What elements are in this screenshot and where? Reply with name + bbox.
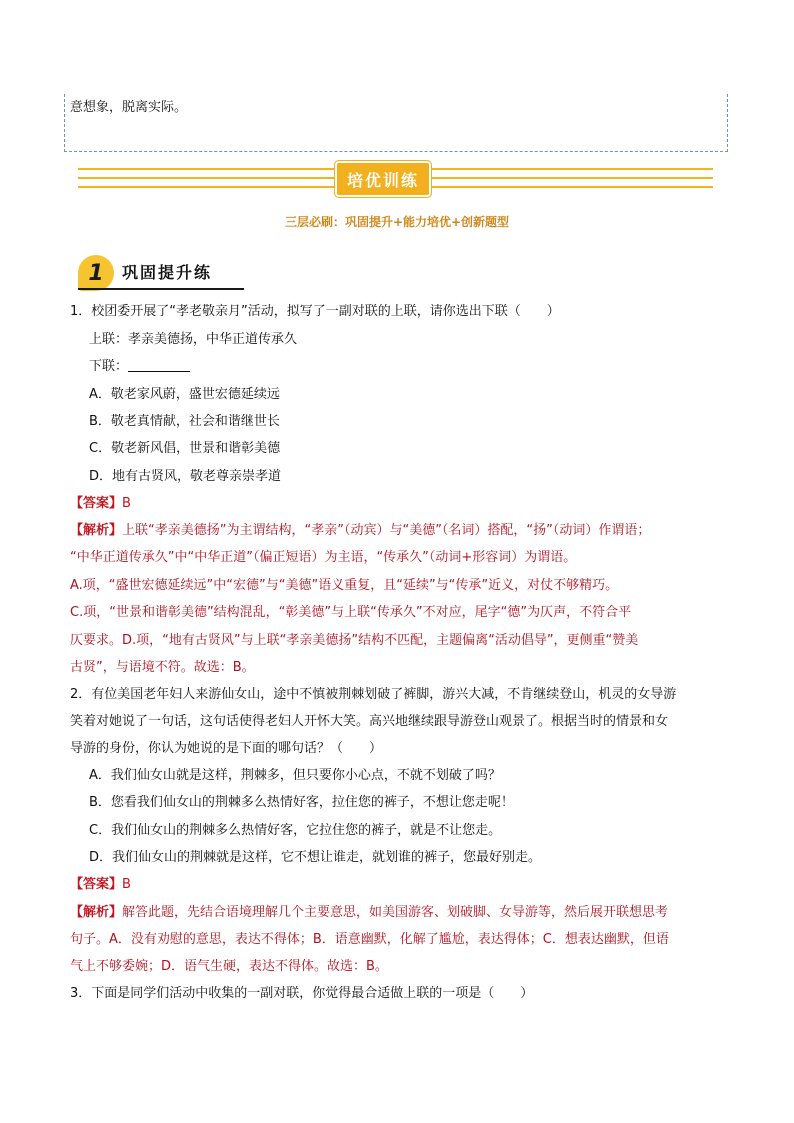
q1-answer [70, 495, 131, 513]
q1-upper-couplet: 上联：孝亲美德扬，中华正道传承久 [89, 332, 298, 347]
section-title: 巩固提升练 [122, 263, 213, 282]
banner-title: 培优训练 [337, 163, 429, 195]
q1-option-c: C．敬老新风倡，世景和谐彰美德 [89, 441, 281, 456]
answer-tag: 【答案】 [70, 496, 123, 511]
previous-content-text: 意想象，脱离实际。 [70, 100, 188, 115]
q2-answer [70, 876, 131, 894]
q2-explain-line-2: 句子。A．没有劝慰的意思，表达不得体；B．语意幽默，化解了尴尬，表达得体；C．想表达幽默，但语 [70, 932, 669, 947]
q1-stem: 1．校团委开展了“孝老敬亲月”活动，拟写了一副对联的上联，请你选出下联（ ） [70, 304, 560, 319]
q2-stem-line-1: 2．有位美国老年妇人来游仙女山，途中不慎被荆棘划破了裤脚，游兴大减，不肯继续登山，机灵的女导游 [70, 687, 677, 702]
q1-lower-couplet [89, 358, 190, 376]
q3-stem: 3．下面是同学们活动中收集的一副对联，你觉得最合适做上联的一项是（ ） [70, 986, 534, 1001]
q2-option-a: A．我们仙女山就是这样，荆棘多，但只要你小心点，不就不划破了吗？ [89, 768, 501, 783]
q1-explain-line-1: 【解析】上联“孝亲美德扬”为主谓结构，“孝亲”（动宾）与“美德”（名词）搭配，“扬”（动词）作谓语； [70, 523, 651, 538]
q2-explain-line-1: 【解析】解答此题，先结合语境理解几个主要意思，如美国游客、划破脚、女导游等，然后展开联想思考 [70, 905, 669, 920]
q1-lower-label: 下联： [89, 359, 129, 374]
q2-explain-line-3: 气上不够委婉；D．语气生硬，表达不得体。故选：B。 [70, 959, 388, 974]
q1-explain-line-3: A.项，“盛世宏德延续远”中“宏德”与“美德”语义重复，且“延续”与“传承”近义，对仗不够精巧。 [70, 578, 619, 593]
explain-tag: 【解析】 [70, 905, 123, 920]
section-underline [78, 288, 244, 290]
explain-tag: 【解析】 [70, 523, 123, 538]
q1-option-d: D．地有古贤风，敬老尊亲崇孝道 [89, 469, 282, 484]
q2-option-d: D．我们仙女山的荆棘就是这样，它不想让谁走，就划谁的裤子，您最好别走。 [89, 850, 542, 865]
q1-explain-line-6: 古贤”，与语境不符。故选：B。 [70, 660, 255, 675]
answer-value: B [122, 877, 131, 892]
section-number-badge: 1 [78, 255, 114, 291]
q1-option-b: B．敬老真情献，社会和谐继世长 [89, 414, 280, 429]
answer-tag: 【答案】 [70, 877, 123, 892]
q2-stem-line-3: 导游的身份，你认为她说的是下面的哪句话？（ ） [70, 741, 383, 756]
q2-stem-line-2: 笑着对她说了一句话，这句话使得老妇人开怀大笑。高兴地继续跟导游登山观景了。根据当时的情景和女 [70, 714, 669, 729]
q2-option-c: C．我们仙女山的荆棘多么热情好客，它拉住您的裤子，就是不让您走。 [89, 823, 502, 838]
q1-explain-line-2: “中华正道传承久”中“中华正道”（偏正短语）为主语，“传承久”（动词+形容词）为谓语。 [70, 550, 577, 565]
q1-explain-line-5: 仄要求。D.项，“地有古贤风”与上联“孝亲美德扬”结构不匹配，主题偏离“活动倡导”，更侧重“赞美 [70, 633, 639, 648]
q2-option-b: B．您看我们仙女山的荆棘多么热情好客，拉住您的裤子，不想让您走呢！ [89, 795, 514, 810]
subtitle: 三层必刷：巩固提升+能力培优+创新题型 [284, 215, 510, 229]
q1-explain-line-4: C.项，“世景和谐彰美德”结构混乱，“彰美德”与上联“传承久”不对应，尾字“德”为仄声，不符合平 [70, 605, 632, 620]
q1-option-a: A．敬老家风蔚，盛世宏德延续远 [89, 387, 280, 402]
q1-blank [128, 358, 190, 372]
answer-value: B [122, 496, 131, 511]
